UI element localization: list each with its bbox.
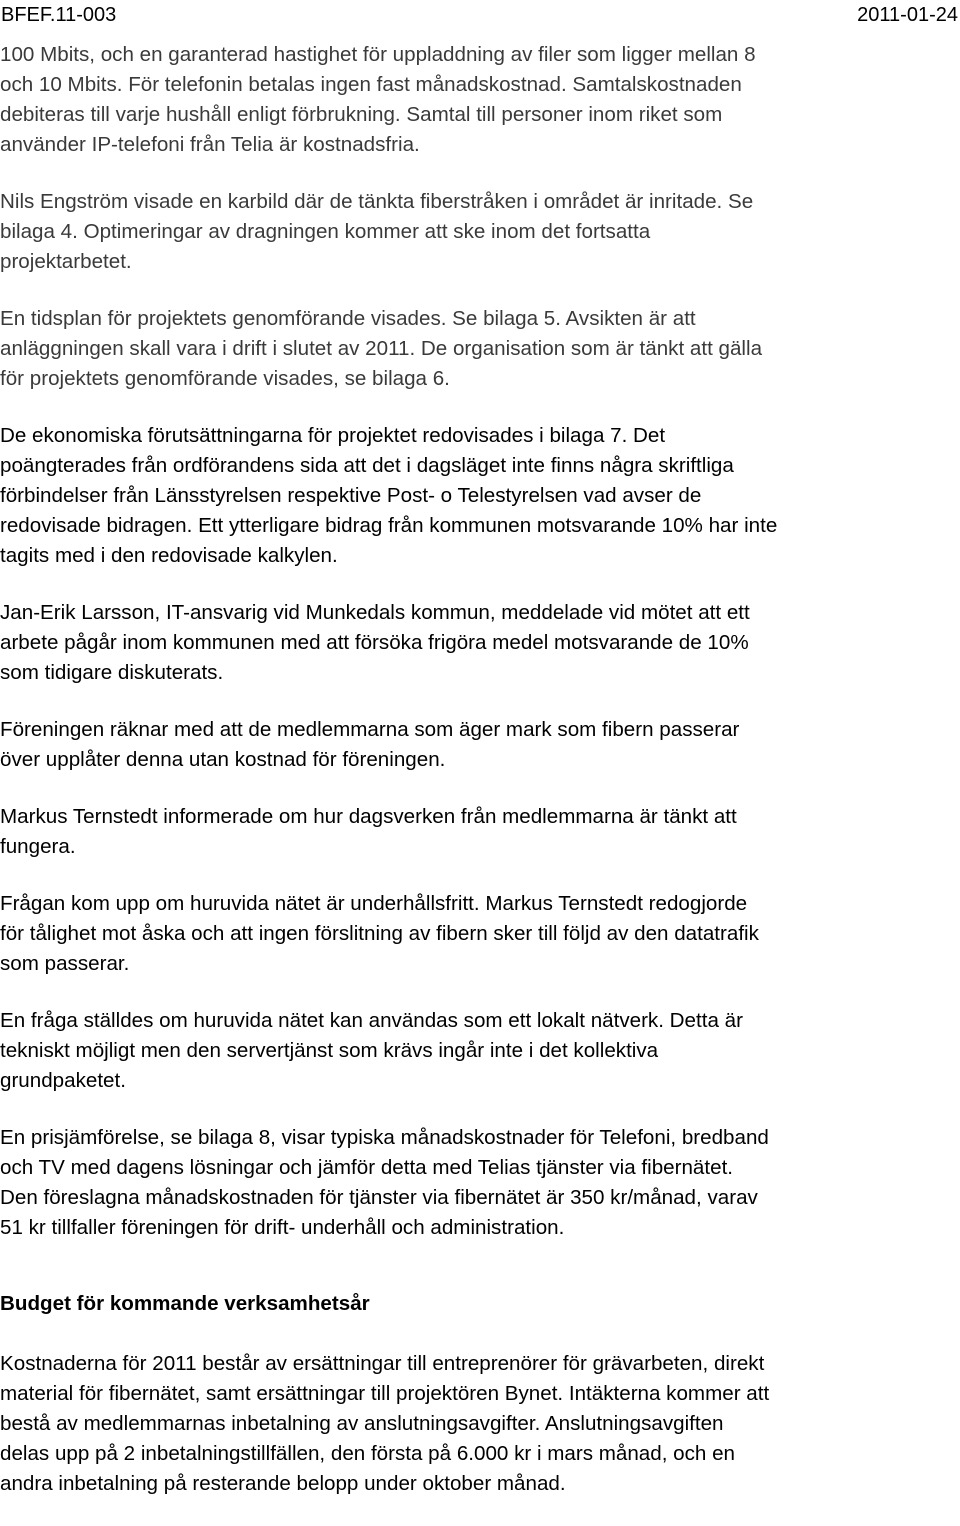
text-line: Den föreslagna månadskostnaden för tjänster via fibernätet är 350 kr/månad, varav [0, 1186, 758, 1209]
text-line: Föreningen räknar med att de medlemmarna som äger mark som fibern passerar [0, 718, 740, 741]
text-line: använder IP-telefoni från Telia är kostnadsfria. [0, 133, 420, 156]
document-id: BFEF.11-003 [1, 4, 117, 26]
text-line: förbindelser från Länsstyrelsen respektive Post- o Telestyrelsen vad avser de [0, 484, 702, 507]
text-line: fungera. [0, 835, 76, 858]
text-line: och TV med dagens lösningar och jämför detta med Telias tjänster via fibernätet. [0, 1156, 734, 1179]
text-line: material för fibernätet, samt ersättningar till projektören Bynet. Intäkterna kommer att [0, 1382, 770, 1405]
text-line: Nils Engström visade en karbild där de tänkta fiberstråken i området är inritade. Se [0, 190, 754, 213]
text-line: tekniskt möjligt men den servertjänst som krävs ingår inte i det kollektiva [0, 1039, 659, 1062]
text-line: och 10 Mbits. För telefonin betalas ingen fast månadskostnad. Samtalskostnaden [0, 73, 742, 96]
text-line: andra inbetalning på resterande belopp under oktober månad. [0, 1472, 566, 1495]
paragraph-budget [0, 1349, 960, 1499]
text-line: grundpaketet. [0, 1069, 126, 1092]
text-line: Frågan kom upp om huruvida nätet är underhållsfritt. Markus Ternstedt redogjorde [0, 892, 748, 915]
paragraph-local-network [0, 1006, 960, 1096]
text-line: över upplåter denna utan kostnad för föreningen. [0, 748, 446, 771]
paragraph-maintenance [0, 889, 960, 979]
text-line: debiteras till varje hushåll enligt förbrukning. Samtal till personer inom riket som [0, 103, 723, 126]
paragraph-map-attachment [0, 187, 960, 277]
paragraph-economics [0, 421, 960, 571]
text-line: Markus Ternstedt informerade om hur dagsverken från medlemmarna är tänkt att [0, 805, 737, 828]
text-line: 51 kr tillfaller föreningen för drift- underhåll och administration. [0, 1216, 565, 1239]
paragraph-timeline [0, 304, 960, 394]
text-line: En fråga ställdes om huruvida nätet kan användas som ett lokalt nätverk. Detta är [0, 1009, 743, 1032]
text-line: för projektets genomförande visades, se bilaga 6. [0, 367, 450, 390]
text-line: bestå av medlemmarnas inbetalning av anslutningsavgifter. Anslutningsavgiften [0, 1412, 724, 1435]
text-line: En tidsplan för projektets genomförande visades. Se bilaga 5. Avsikten är att [0, 307, 696, 330]
text-line: för tålighet mot åska och att ingen förslitning av fibern sker till följd av den datatrafik [0, 922, 759, 945]
text-line: som passerar. [0, 952, 130, 975]
text-line: anläggningen skall vara i drift i slutet av 2011. De organisation som är tänkt att gälla [0, 337, 763, 360]
document-date: 2011-01-24 [857, 4, 958, 26]
text-line: bilaga 4. Optimeringar av dragningen kommer att ske inom det fortsatta [0, 220, 651, 243]
page-header [0, 0, 960, 28]
text-line: 100 Mbits, och en garanterad hastighet för uppladdning av filer som ligger mellan 8 [0, 43, 756, 66]
section-heading-budget: Budget för kommande verksamhetsår [0, 1292, 370, 1315]
paragraph-land-owners [0, 715, 960, 775]
text-line: delas upp på 2 inbetalningstillfällen, den första på 6.000 kr i mars månad, och en [0, 1442, 735, 1465]
text-line: redovisade bidragen. Ett ytterligare bidrag från kommunen motsvarande 10% har inte [0, 514, 778, 537]
document-body [0, 40, 960, 1526]
paragraph-price-comparison [0, 1123, 960, 1243]
text-line: De ekonomiska förutsättningarna för projektet redovisades i bilaga 7. Det [0, 424, 666, 447]
text-line: arbete pågår inom kommunen med att försöka frigöra medel motsvarande de 10% [0, 631, 749, 654]
text-line: som tidigare diskuterats. [0, 661, 224, 684]
text-line: projektarbetet. [0, 250, 132, 273]
text-line: Jan-Erik Larsson, IT-ansvarig vid Munkedals kommun, meddelade vid mötet att ett [0, 601, 750, 624]
text-line: tagits med i den redovisade kalkylen. [0, 544, 338, 567]
paragraph-municipality [0, 598, 960, 688]
text-line: poängterades från ordförandens sida att det i dagsläget inte finns några skriftliga [0, 454, 734, 477]
paragraph-workdays [0, 802, 960, 862]
text-line: Kostnaderna för 2011 består av ersättningar till entreprenörer för grävarbeten, direkt [0, 1352, 765, 1375]
text-line: En prisjämförelse, se bilaga 8, visar typiska månadskostnader för Telefoni, bredband [0, 1126, 769, 1149]
paragraph-connection-speeds [0, 40, 960, 160]
